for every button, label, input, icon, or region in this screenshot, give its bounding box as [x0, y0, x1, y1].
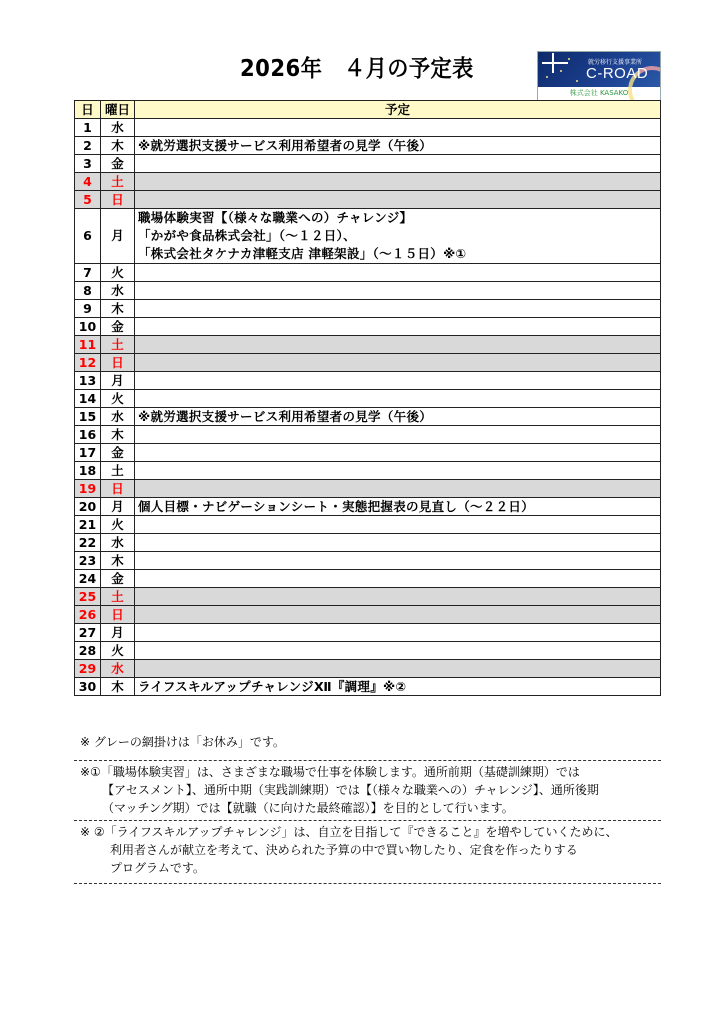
day-cell: 15	[75, 408, 101, 426]
plan-text: ライフスキルアップチャレンジⅫ『調理』※②	[138, 679, 407, 694]
footnote-2-line: 利用者さんが献立を考えて、決められた予算の中で買い物したり、定食を作ったりする	[110, 843, 578, 857]
logo-subtitle: 就労移行支援事業所	[588, 59, 643, 66]
day-cell: 17	[75, 444, 101, 462]
plan-text: ※就労選択支援サービス利用希望者の見学（午後）	[138, 409, 433, 424]
cross-icon-vertical	[552, 53, 554, 73]
day-cell: 7	[75, 264, 101, 282]
plan-text: 個人目標・ナビゲーションシート・実態把握表の見直し（～２２日）	[138, 499, 534, 514]
table-header-row	[75, 101, 661, 119]
plan-cell	[135, 588, 661, 606]
weekday-cell: 土	[101, 588, 135, 606]
weekday-cell: 日	[101, 191, 135, 209]
table-row	[75, 624, 661, 642]
plan-cell	[135, 354, 661, 372]
table-row	[75, 155, 661, 173]
day-cell: 3	[75, 155, 101, 173]
divider	[74, 883, 661, 884]
day-cell: 4	[75, 173, 101, 191]
plan-text: 職場体験実習【（様々な職業への）チャレンジ】	[138, 210, 413, 225]
day-cell: 14	[75, 390, 101, 408]
column-header-weekday: 曜日	[101, 101, 135, 119]
plan-cell	[135, 318, 661, 336]
footnote-2-line: ※ ②「ライフスキルアップチャレンジ」は、自立を目指して『できること』を増やしていくために、	[80, 825, 618, 839]
weekday-cell: 月	[101, 209, 135, 264]
table-row	[75, 372, 661, 390]
column-header-day: 日	[75, 101, 101, 119]
weekday-cell: 月	[101, 498, 135, 516]
table-row	[75, 516, 661, 534]
star-icon	[576, 80, 578, 82]
weekday-cell: 水	[101, 534, 135, 552]
day-cell: 16	[75, 426, 101, 444]
column-header-plan: 予定	[135, 101, 661, 119]
plan-cell	[135, 606, 661, 624]
table-row	[75, 390, 661, 408]
plan-cell	[135, 678, 661, 696]
weekday-cell: 火	[101, 390, 135, 408]
plan-cell	[135, 173, 661, 191]
plan-cell	[135, 534, 661, 552]
table-row	[75, 426, 661, 444]
footnote-2-line: プログラムです。	[110, 861, 205, 875]
plan-text: 「株式会社タケナカ津軽支店 津軽架設」（～１５日）※①	[138, 246, 467, 261]
day-cell: 28	[75, 642, 101, 660]
weekday-cell: 水	[101, 408, 135, 426]
table-row	[75, 264, 661, 282]
logo-banner	[538, 52, 660, 87]
weekday-cell: 土	[101, 173, 135, 191]
day-cell: 25	[75, 588, 101, 606]
weekday-cell: 金	[101, 318, 135, 336]
plan-cell	[135, 516, 661, 534]
weekday-cell: 火	[101, 264, 135, 282]
table-row	[75, 191, 661, 209]
table-row	[75, 137, 661, 155]
footnote-1-line: 【アセスメント】、通所中期（実践訓練期）では【（様々な職業への）チャレンジ】、通所後期	[102, 783, 599, 797]
table-row	[75, 462, 661, 480]
day-cell: 18	[75, 462, 101, 480]
weekday-cell: 月	[101, 624, 135, 642]
table-row	[75, 678, 661, 696]
weekday-cell: 月	[101, 372, 135, 390]
day-cell: 19	[75, 480, 101, 498]
footnote-1-line: （マッチング期）では【就職（に向けた最終確認）】を目的として行います。	[102, 801, 514, 815]
plan-cell	[135, 372, 661, 390]
table-row	[75, 444, 661, 462]
plan-cell	[135, 191, 661, 209]
weekday-cell: 金	[101, 155, 135, 173]
logo-name: C-ROAD	[586, 65, 649, 82]
table-row	[75, 552, 661, 570]
plan-cell	[135, 155, 661, 173]
weekday-cell: 日	[101, 480, 135, 498]
star-icon	[568, 58, 570, 60]
day-cell: 24	[75, 570, 101, 588]
weekday-cell: 火	[101, 516, 135, 534]
plan-cell	[135, 426, 661, 444]
footnote-1	[80, 763, 599, 817]
day-cell: 20	[75, 498, 101, 516]
plan-cell	[135, 209, 661, 264]
table-row	[75, 570, 661, 588]
plan-cell	[135, 264, 661, 282]
c-road-logo	[537, 51, 661, 101]
table-row	[75, 318, 661, 336]
schedule-table	[74, 100, 661, 696]
weekday-cell: 木	[101, 678, 135, 696]
plan-cell	[135, 642, 661, 660]
plan-cell	[135, 137, 661, 155]
weekday-cell: 木	[101, 426, 135, 444]
plan-cell	[135, 570, 661, 588]
weekday-cell: 日	[101, 354, 135, 372]
table-row	[75, 300, 661, 318]
day-cell: 10	[75, 318, 101, 336]
table-row	[75, 534, 661, 552]
table-row	[75, 282, 661, 300]
schedule-body	[75, 119, 661, 696]
table-row	[75, 336, 661, 354]
table-row	[75, 354, 661, 372]
footnote-2	[80, 823, 618, 877]
star-icon	[560, 70, 562, 72]
day-cell: 22	[75, 534, 101, 552]
divider	[74, 760, 661, 761]
plan-cell	[135, 444, 661, 462]
day-cell: 26	[75, 606, 101, 624]
day-cell: 8	[75, 282, 101, 300]
plan-cell	[135, 300, 661, 318]
weekday-cell: 金	[101, 444, 135, 462]
day-cell: 29	[75, 660, 101, 678]
divider	[74, 820, 661, 821]
weekday-cell: 金	[101, 570, 135, 588]
day-cell: 30	[75, 678, 101, 696]
day-cell: 5	[75, 191, 101, 209]
day-cell: 13	[75, 372, 101, 390]
weekday-cell: 木	[101, 137, 135, 155]
table-row	[75, 606, 661, 624]
table-row	[75, 642, 661, 660]
day-cell: 21	[75, 516, 101, 534]
table-row	[75, 119, 661, 137]
holiday-legend-note: ※ グレーの網掛けは「お休み」です。	[80, 735, 285, 749]
weekday-cell: 水	[101, 660, 135, 678]
day-cell: 23	[75, 552, 101, 570]
star-icon	[546, 76, 548, 78]
table-row	[75, 588, 661, 606]
plan-cell	[135, 624, 661, 642]
plan-cell	[135, 119, 661, 137]
day-cell: 9	[75, 300, 101, 318]
plan-cell	[135, 462, 661, 480]
plan-text: ※就労選択支援サービス利用希望者の見学（午後）	[138, 138, 433, 153]
day-cell: 27	[75, 624, 101, 642]
table-row	[75, 408, 661, 426]
plan-cell	[135, 390, 661, 408]
weekday-cell: 火	[101, 642, 135, 660]
weekday-cell: 土	[101, 462, 135, 480]
table-row	[75, 498, 661, 516]
table-row	[75, 209, 661, 264]
day-cell: 1	[75, 119, 101, 137]
table-row	[75, 480, 661, 498]
weekday-cell: 日	[101, 606, 135, 624]
plan-cell	[135, 408, 661, 426]
day-cell: 6	[75, 209, 101, 264]
plan-cell	[135, 660, 661, 678]
day-cell: 12	[75, 354, 101, 372]
plan-text: 「かがや食品株式会社」（～１２日）、	[138, 228, 356, 243]
weekday-cell: 木	[101, 300, 135, 318]
table-row	[75, 173, 661, 191]
weekday-cell: 木	[101, 552, 135, 570]
table-row	[75, 660, 661, 678]
weekday-cell: 水	[101, 119, 135, 137]
day-cell: 2	[75, 137, 101, 155]
plan-cell	[135, 480, 661, 498]
plan-cell	[135, 282, 661, 300]
footnote-1-line: ※①「職場体験実習」は、さまざまな職場で仕事を体験します。通所前期（基礎訓練期）では	[80, 765, 580, 779]
cross-icon	[542, 62, 568, 64]
plan-cell	[135, 336, 661, 354]
weekday-cell: 水	[101, 282, 135, 300]
plan-cell	[135, 498, 661, 516]
logo-company: 株式会社 KASAKO	[569, 89, 629, 97]
day-cell: 11	[75, 336, 101, 354]
plan-cell	[135, 552, 661, 570]
page-title: 2026年 ４月の予定表	[240, 56, 474, 82]
weekday-cell: 土	[101, 336, 135, 354]
